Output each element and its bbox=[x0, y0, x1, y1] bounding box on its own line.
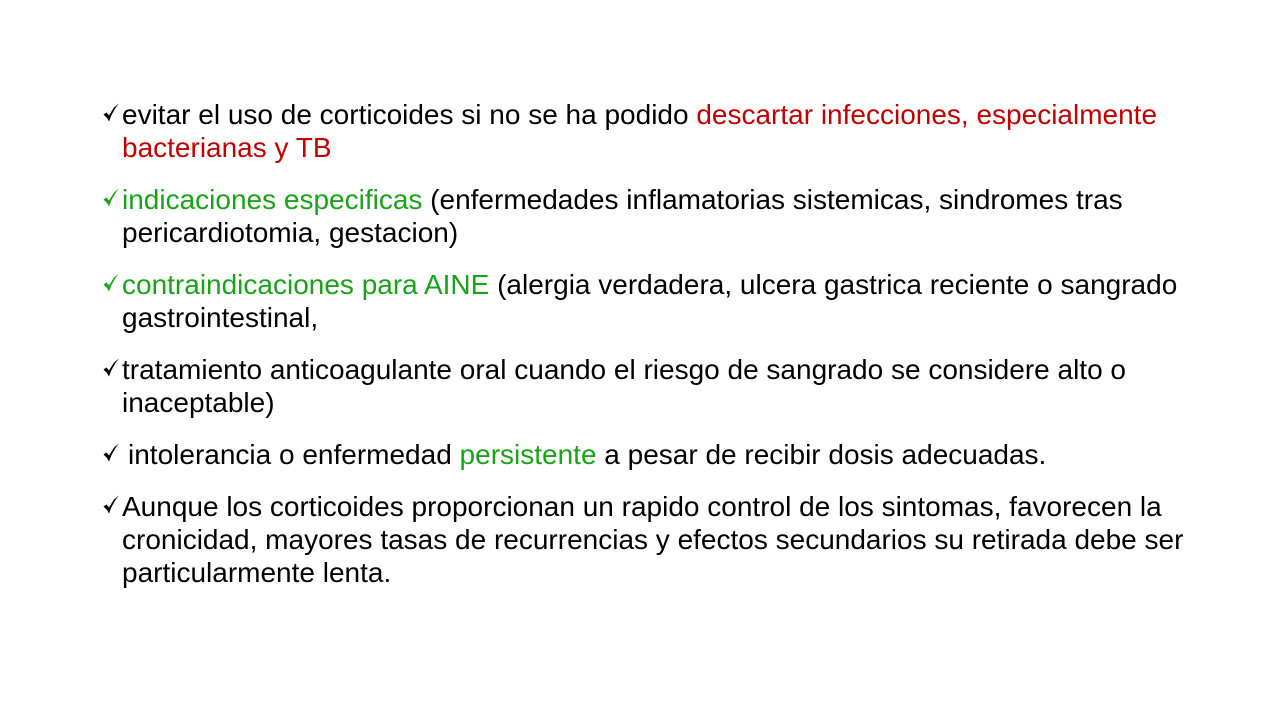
bullet-text-2b: (enfermedades inflamatorias sistemicas, sindromes tras pericardiotomia, gestacion) bbox=[122, 184, 1123, 248]
check-icon bbox=[102, 494, 120, 516]
bullet-item bbox=[100, 438, 1230, 471]
bullet-item bbox=[100, 183, 1230, 249]
bullet-text-5b: persistente bbox=[459, 439, 597, 470]
bullet-list bbox=[100, 98, 1230, 589]
check-icon bbox=[102, 187, 120, 209]
bullet-text-1a: evitar el uso de corticoides si no se ha podido bbox=[122, 99, 697, 130]
bullet-text-1b: descartar infecciones, especialmente bacterianas y TB bbox=[122, 99, 1158, 163]
check-icon bbox=[102, 357, 120, 379]
bullet-text-5c: a pesar de recibir dosis adecuadas. bbox=[596, 439, 1047, 470]
check-icon bbox=[102, 102, 120, 124]
bullet-text-2a: indicaciones especificas bbox=[122, 184, 423, 215]
bullet-item bbox=[100, 490, 1230, 589]
bullet-text-3b: (alergia verdadera, ulcera gastrica reciente o sangrado gastrointestinal, bbox=[122, 269, 1178, 333]
bullet-text-4: tratamiento anticoagulante oral cuando el riesgo de sangrado se considere alto o inaceptable) bbox=[122, 354, 1126, 418]
bullet-text-6: Aunque los corticoides proporcionan un rapido control de los sintomas, favorecen la cronicidad, mayores tasas de recurrencias y efectos secundarios su retirada debe ser particularmente lenta. bbox=[122, 491, 1184, 588]
bullet-item bbox=[100, 353, 1230, 419]
bullet-item bbox=[100, 268, 1230, 334]
bullet-item bbox=[100, 98, 1230, 164]
check-icon bbox=[102, 442, 120, 464]
bullet-text-3a: contraindicaciones para AINE bbox=[122, 269, 490, 300]
check-icon bbox=[102, 272, 120, 294]
bullet-text-5a: intolerancia o enfermedad bbox=[128, 439, 460, 470]
